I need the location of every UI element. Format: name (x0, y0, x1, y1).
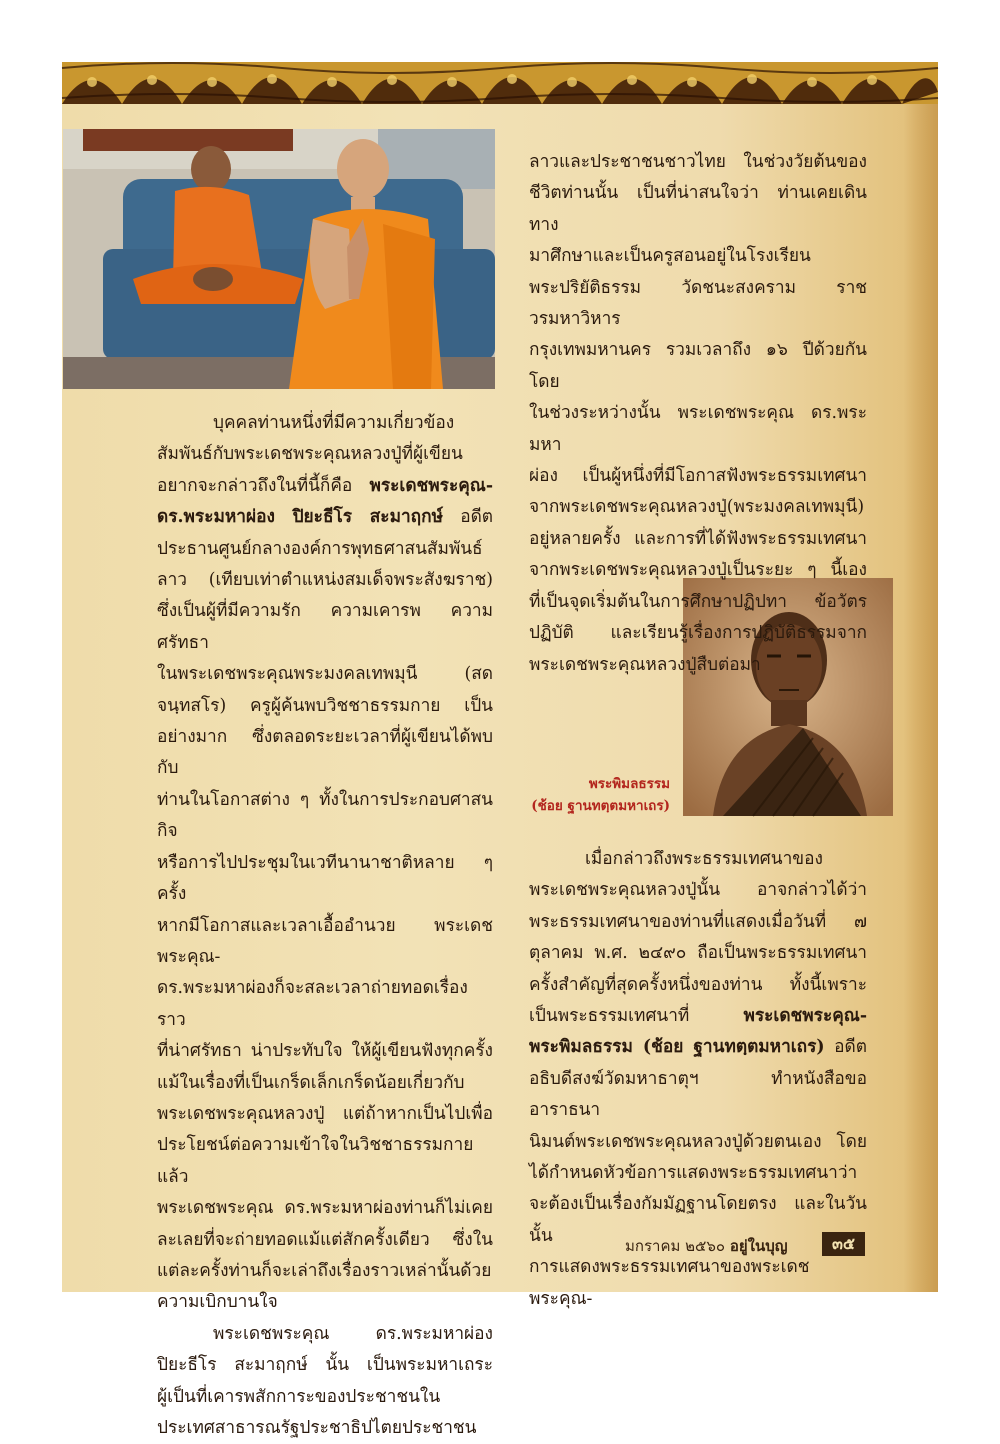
left-column-text (157, 408, 493, 1444)
text-line: นิมนต์พระเดชพระคุณหลวงปู่ด้วยตนเอง โดย (529, 1131, 867, 1152)
text-line: ละเลยที่จะถ่ายทอดแม้แต่สักครั้งเดียว ซึ่งใน (157, 1229, 493, 1250)
bold-name: พระพิมลธรรม (ช้อย ฐานทตฺตมหาเถร) (529, 1037, 825, 1058)
text-line: จนฺทสโร) ครูผู้ค้นพบวิชชาธรรมกาย เป็น (157, 695, 493, 716)
magazine-name: อยู่ในบุญ (729, 1237, 788, 1255)
text-line: ความเบิกบานใจ (157, 1292, 278, 1313)
text-line: การแสดงพระธรรมเทศนาของพระเดชพระคุณ- (529, 1257, 810, 1309)
text-line: ที่เป็นจุดเริ่มต้นในการศึกษาปฏิปทา ข้อวัตร (529, 591, 867, 612)
text-line: เมื่อกล่าวถึงพระธรรมเทศนาของ (585, 849, 823, 869)
issue-date: มกราคม ๒๕๖๐ (625, 1237, 726, 1255)
text-line: พระเดชพระคุณหลวงปู่สืบต่อมา (529, 654, 761, 675)
text-line: ดร.พระมหาผ่องก็จะสละเวลาถ่ายทอดเรื่องราว (157, 978, 468, 1030)
text-line: พระเดชพระคุณ ดร.พระมหาผ่องท่านก็ไม่เคย (157, 1198, 493, 1219)
text-line: ครั้งสำคัญที่สุดครั้งหนึ่งของท่าน ทั้งนี้เพราะ (529, 974, 867, 995)
text-line: จากพระเดชพระคุณหลวงปู่(พระมงคลเทพมุนี) (529, 497, 865, 518)
caption-subname: (ช้อย ฐานทตฺตมหาเถร) (531, 798, 670, 814)
text-line: ที่น่าศรัทธา น่าประทับใจ ให้ผู้เขียนฟังทุกครั้ง (157, 1041, 493, 1062)
text-line: จากพระเดชพระคุณหลวงปู่เป็นระยะ ๆ นี้เอง (529, 560, 867, 581)
magazine-page (62, 62, 938, 1438)
text-line: ในพระเดชพระคุณพระมงคลเทพมุนี (สด (157, 664, 493, 685)
text-line: แต่ละครั้งท่านก็จะเล่าถึงเรื่องราวเหล่านั้นด้วย (157, 1260, 492, 1281)
bold-name: พระเดชพระคุณ- (369, 475, 493, 496)
text-line: ท่านในโอกาสต่าง ๆ ทั้งในการประกอบศาสนกิจ (157, 789, 493, 842)
text-line: ได้กำหนดหัวข้อการแสดงพระธรรมเทศนาว่า (529, 1163, 858, 1184)
text-line: ลาวและประชาชนชาวไทย ในช่วงวัยต้นของ (529, 152, 867, 172)
text-line: อธิบดีสงฆ์วัดมหาธาตุฯ ทำหนังสือขออาราธนา (529, 1068, 867, 1121)
text-line: หากมีโอกาสและเวลาเอื้ออำนวย พระเดชพระคุณ- (157, 915, 493, 967)
text-line: ในช่วงระหว่างนั้น พระเดชพระคุณ ดร.พระมหา (529, 403, 867, 455)
text-line: พระเดชพระคุณ ดร.พระมหาผ่อง (213, 1323, 493, 1344)
text-line: พระธรรมเทศนาของท่านที่แสดงเมื่อวันที่ ๗ (529, 911, 867, 932)
text-line: กรุงเทพมหานคร รวมเวลาถึง ๑๖ ปีด้วยกัน โดย (529, 340, 867, 392)
text-line: ประธานศูนย์กลางองค์การพุทธศาสนสัมพันธ์ (157, 538, 483, 559)
text-line (529, 1001, 867, 1032)
text-span: เป็นพระธรรมเทศนาที่ (529, 1006, 690, 1027)
page-number: ๓๕ (822, 1232, 865, 1256)
text-line: อยู่หลายครั้ง และการที่ได้ฟังพระธรรมเทศนา (529, 528, 867, 549)
text-line: ปฏิบัติ และเรียนรู้เรื่องการปฏิบัติธรรมจาก (529, 623, 867, 644)
text-line: บุคคลท่านหนึ่งที่มีความเกี่ยวข้อง (213, 413, 455, 433)
photo-two-monks (63, 129, 495, 389)
text-line (529, 1032, 867, 1063)
text-line: พระเดชพระคุณหลวงปู่ แต่ถ้าหากเป็นไปเพื่อ (157, 1103, 493, 1124)
text-line: จะต้องเป็นเรื่องกัมมัฏฐานโดยตรง และในวันนั้น (529, 1194, 867, 1246)
text-line: พระเดชพระคุณหลวงปู่นั้น อาจกล่าวได้ว่า (529, 880, 867, 901)
text-line: สัมพันธ์กับพระเดชพระคุณหลวงปู่ที่ผู้เขียน (157, 444, 463, 465)
text-line: มาศึกษาและเป็นครูสอนอยู่ในโรงเรียน (529, 246, 811, 267)
text-line: ตุลาคม พ.ศ. ๒๔๙๐ ถือเป็นพระธรรมเทศนา (529, 943, 867, 964)
text-span: อยากจะกล่าวถึงในที่นี้ก็คือ (157, 475, 353, 496)
caption-name: พระพิมลธรรม (588, 776, 670, 792)
bold-name: พระเดชพระคุณ- (743, 1006, 867, 1027)
text-line: ปิยะธีโร สะมาฤกษ์ นั้น เป็นพระมหาเถระ (157, 1355, 493, 1376)
text-span: อดีต (460, 507, 494, 528)
text-line (157, 502, 493, 533)
right-column-top-text (529, 147, 867, 681)
text-line: ชีวิตท่านนั้น เป็นที่น่าสนใจว่า ท่านเคยเดินทาง (529, 183, 867, 235)
text-line: ผู้เป็นที่เคารพสักการะของประชาชนใน (157, 1386, 441, 1407)
text-line: หรือการไปประชุมในเวทีนานาชาติหลาย ๆ ครั้ง (157, 852, 493, 905)
text-line: พระปริยัติธรรม วัดชนะสงคราม ราชวรมหาวิหาร (529, 277, 867, 330)
page-edge-gradient (904, 104, 938, 1292)
text-line: ซึ่งเป็นผู้ที่มีความรัก ความเคารพ ความศรัทธา (157, 601, 493, 653)
text-line (157, 471, 493, 502)
text-line: อย่างมาก ซึ่งตลอดระยะเวลาที่ผู้เขียนได้พบกับ (157, 727, 493, 779)
text-line: ลาว (เทียบเท่าตำแหน่งสมเด็จพระสังฆราช) (157, 570, 493, 591)
text-line: ประเทศสาธารณรัฐประชาธิปไตยประชาชน (157, 1418, 477, 1438)
page-footer (625, 1234, 788, 1258)
bold-name: ดร.พระมหาผ่อง ปิยะธีโร สะมาฤกษ์ (157, 507, 444, 528)
text-line: แม้ในเรื่องที่เป็นเกร็ดเล็กเกร็ดน้อยเกี่ยวกับ (157, 1072, 465, 1093)
text-line: ประโยชน์ต่อความเข้าใจในวิชชาธรรมกายแล้ว (157, 1135, 474, 1187)
ornamental-banner (62, 62, 938, 104)
text-span: อดีต (834, 1037, 867, 1058)
text-line: ผ่อง เป็นผู้หนึ่งที่มีโอกาสฟังพระธรรมเทศนา (529, 466, 867, 487)
portrait-caption (490, 773, 670, 817)
